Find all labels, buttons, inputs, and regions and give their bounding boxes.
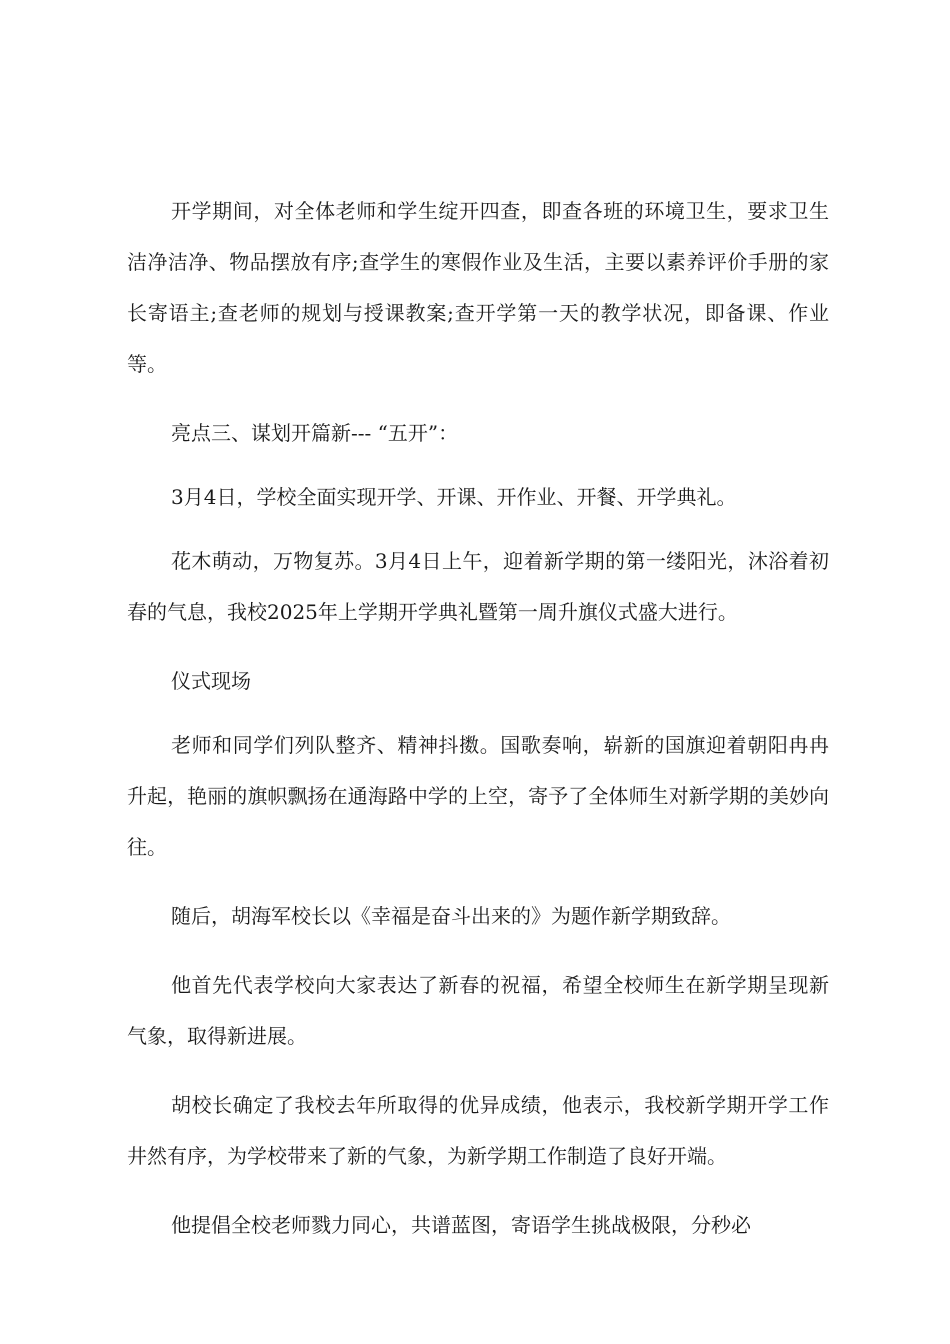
paragraph-flag-raising: 老师和同学们列队整齐、精神抖擞。国歌奏响，崭新的国旗迎着朝阳冉冉升起，艳丽的旗帜飘扬在通海路中学的上空，寄予了全体师生对新学期的美妙向往。 <box>127 733 829 859</box>
paragraph-inspection: 开学期间，对全体老师和学生绽开四查，即查各班的环境卫生，要求卫生洁净洁净、物品摆放有序;查学生的寒假作业及生活，主要以素养评价手册的家长寄语主;查老师的规划与授课教案;查开学第一天的教学状况，即备课、作业等。 <box>127 199 829 376</box>
paragraph-five-openings: 3月4日，学校全面实现开学、开课、开作业、开餐、开学典礼。 <box>171 485 737 509</box>
paragraph-principal-speech: 随后，胡海军校长以《幸福是奋斗出来的》为题作新学期致辞。 <box>171 904 731 928</box>
paragraph-ceremony-intro: 花木萌动，万物复苏。3月4日上午，迎着新学期的第一缕阳光，沐浴着初春的气息，我校2025年上学期开学典礼暨第一周升旗仪式盛大进行。 <box>127 549 829 624</box>
paragraph-highlight-three-heading: 亮点三、谋划开篇新--- “五开”： <box>171 421 459 445</box>
paragraph-call-to-action: 他提倡全校老师戮力同心，共谱蓝图，寄语学生挑战极限，分秒必 <box>171 1213 751 1237</box>
paragraph-ceremony-scene-heading: 仪式现场 <box>171 669 251 693</box>
paragraph-achievements: 胡校长确定了我校去年所取得的优异成绩，他表示，我校新学期开学工作井然有序，为学校带来了新的气象，为新学期工作制造了良好开端。 <box>127 1093 829 1168</box>
paragraph-new-year-wishes: 他首先代表学校向大家表达了新春的祝福，希望全校师生在新学期呈现新气象，取得新进展。 <box>127 973 829 1048</box>
document-body <box>127 186 829 1269</box>
